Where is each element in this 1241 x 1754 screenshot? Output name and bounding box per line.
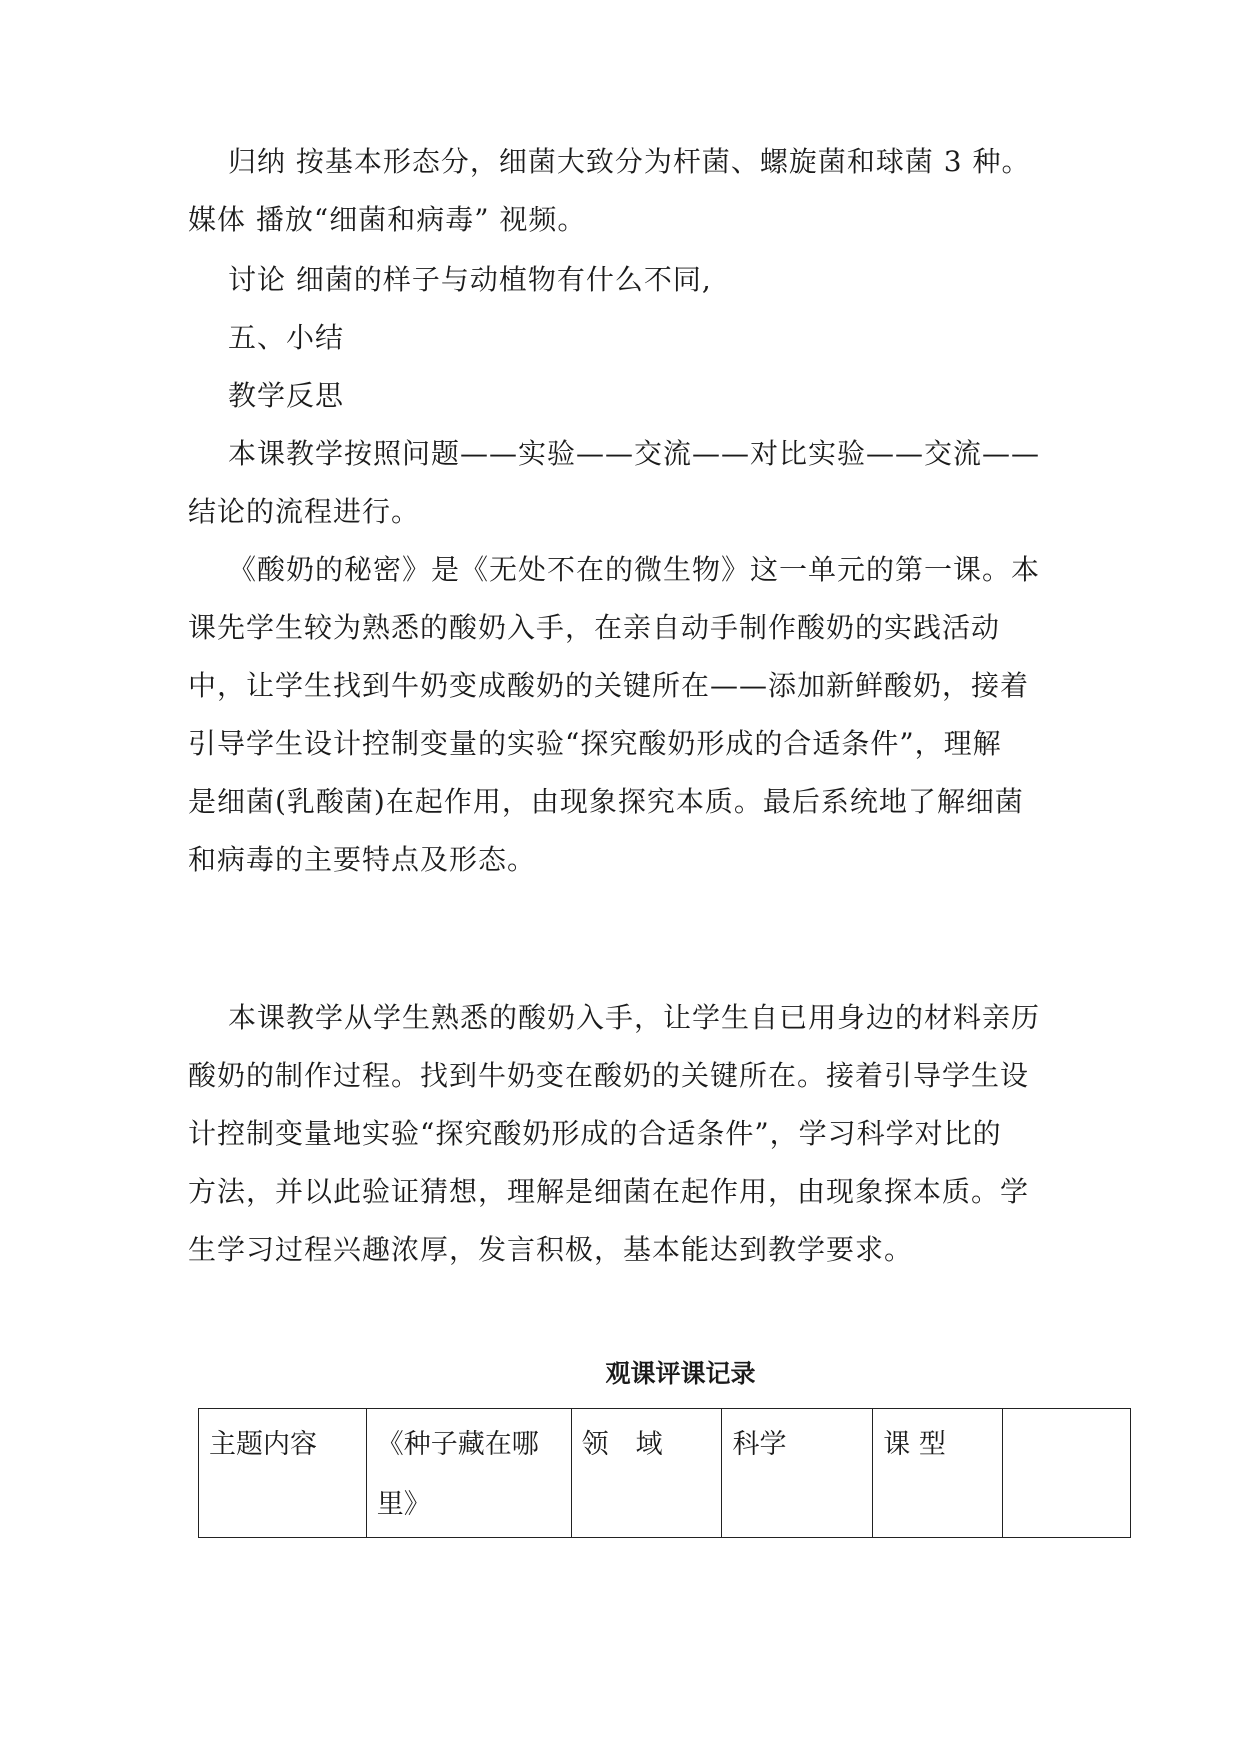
paragraph-line: 计控制变量地实验“探究酸奶形成的合适条件”，学习科学对比的 (188, 1117, 1002, 1150)
section-heading: 教学反思 (228, 379, 345, 412)
topic-value-cell (366, 1409, 571, 1538)
type-label-cell (873, 1409, 1003, 1538)
type-value-cell (1003, 1409, 1131, 1538)
topic-value-line1: 《种子藏在哪 (376, 1429, 539, 1460)
paragraph-line: 讨论 细菌的样子与动植物有什么不同, (228, 263, 712, 296)
paragraph-line: 酸奶的制作过程。找到牛奶变在酸奶的关键所在。接着引导学生设 (188, 1059, 1030, 1092)
topic-label: 主题内容 (209, 1429, 317, 1460)
record-table (198, 1408, 1131, 1538)
paragraph-line: 生学习过程兴趣浓厚，发言积极，基本能达到教学要求。 (188, 1233, 914, 1266)
topic-label-cell (199, 1409, 367, 1538)
paragraph-line: 课先学生较为熟悉的酸奶入手，在亲自动手制作酸奶的实践活动 (188, 611, 1001, 644)
paragraph-line: 中，让学生找到牛奶变成酸奶的关键所在——添加新鲜酸奶，接着 (188, 669, 1030, 702)
paragraph-line: 媒体 播放“细菌和病毒” 视频。 (188, 203, 587, 236)
topic-value-line2: 里》 (376, 1489, 431, 1520)
field-value-cell (722, 1409, 873, 1538)
table-row (199, 1409, 1131, 1538)
section-heading: 五、小结 (228, 321, 345, 354)
field-label: 领 域 (581, 1429, 663, 1460)
paragraph-line: 归纳 按基本形态分，细菌大致分为杆菌、螺旋菌和球菌 3 种。 (228, 145, 1031, 178)
paragraph-line: 本课教学从学生熟悉的酸奶入手，让学生自已用身边的材料亲历 (228, 1001, 1041, 1034)
paragraph-line: 结论的流程进行。 (188, 495, 421, 528)
paragraph-line: 本课教学按照问题——实验——交流——对比实验——交流—— (228, 437, 1041, 470)
field-label-cell (571, 1409, 722, 1538)
field-value: 科学 (732, 1429, 787, 1460)
paragraph-line: 是细菌(乳酸菌)在起作用，由现象探究本质。最后系统地了解细菌 (188, 785, 1024, 818)
paragraph-line: 方法，并以此验证猜想，理解是细菌在起作用，由现象探本质。学 (188, 1175, 1030, 1208)
paragraph-line: 《酸奶的秘密》是《无处不在的微生物》这一单元的第一课。本 (228, 553, 1041, 586)
record-table-title: 观课评课记录 (605, 1359, 756, 1388)
type-label: 课 型 (883, 1429, 946, 1460)
paragraph-line: 和病毒的主要特点及形态。 (188, 843, 537, 876)
paragraph-line: 引导学生设计控制变量的实验“探究酸奶形成的合适条件”，理解 (188, 727, 1002, 760)
